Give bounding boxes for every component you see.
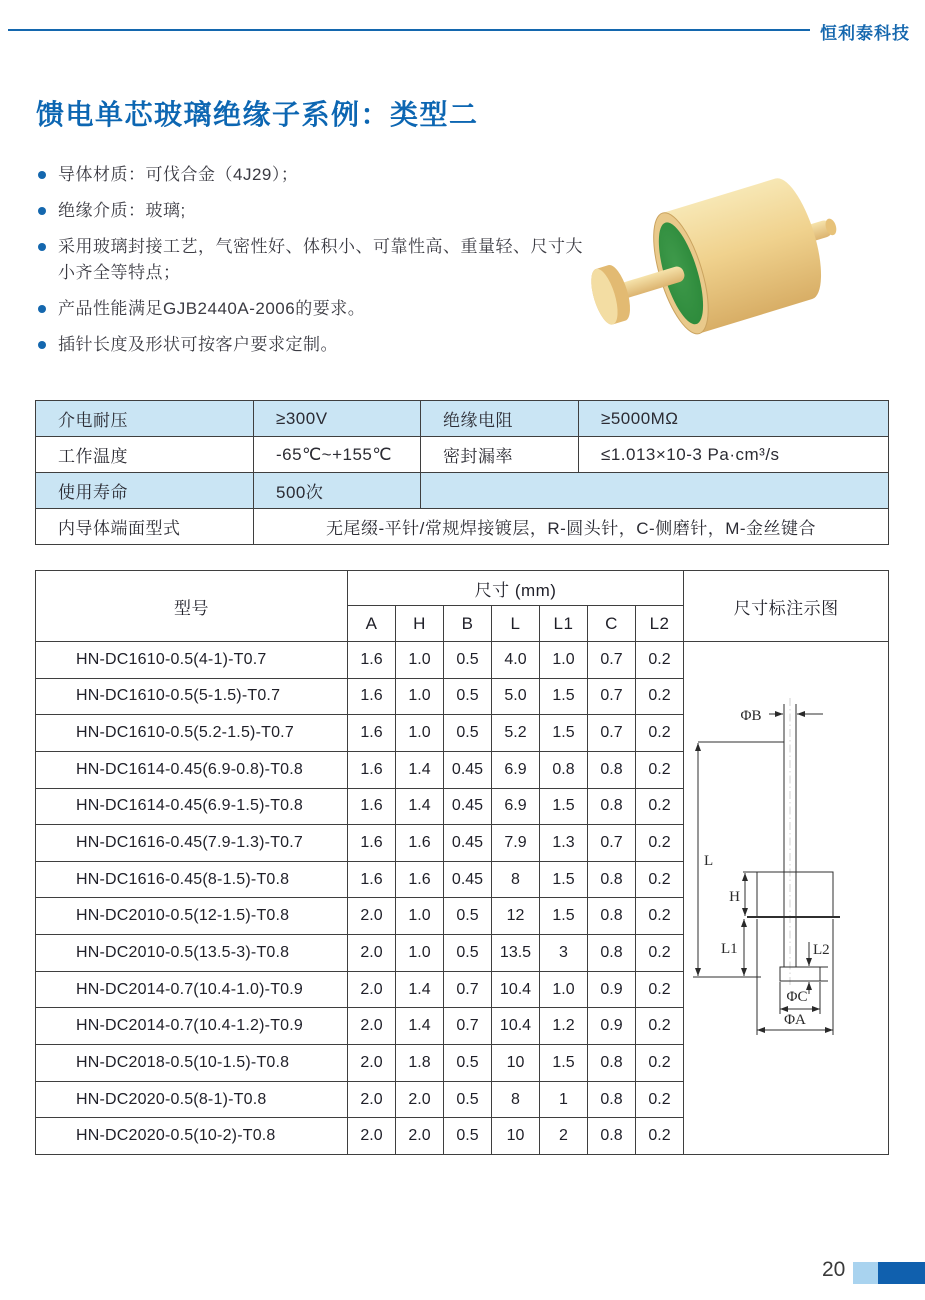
sub-col-header-a: A — [348, 606, 396, 642]
dim-value-cell: 0.5 — [444, 898, 492, 935]
dim-value-cell: 1.4 — [396, 1008, 444, 1045]
dim-value-cell: 2 — [540, 1118, 588, 1155]
dim-value-cell: 0.8 — [588, 898, 636, 935]
dim-value-cell: 0.2 — [636, 971, 684, 1008]
dim-value-cell: 1.4 — [396, 971, 444, 1008]
dim-value-cell: 0.9 — [588, 1008, 636, 1045]
dim-value-cell: 0.2 — [636, 788, 684, 825]
sub-col-header-l1: L1 — [540, 606, 588, 642]
dim-value-cell: 2.0 — [348, 1045, 396, 1082]
dim-value-cell: 0.8 — [588, 1045, 636, 1082]
header-rule — [8, 29, 810, 31]
model-cell: HN-DC2010-0.5(12-1.5)-T0.8 — [36, 898, 348, 935]
dimension-table — [35, 570, 889, 1155]
dim-value-cell: 2.0 — [348, 1008, 396, 1045]
dim-value-cell: 0.8 — [588, 751, 636, 788]
dim-value-cell: 0.2 — [636, 751, 684, 788]
page-title: 馈电单芯玻璃绝缘子系例：类型二 — [36, 99, 479, 130]
diagram-label-L1: L1 — [720, 941, 738, 957]
dim-value-cell: 0.8 — [588, 935, 636, 972]
dim-value-cell: 1.6 — [348, 825, 396, 862]
dim-value-cell: 0.5 — [444, 678, 492, 715]
dim-value-cell: 1.5 — [540, 861, 588, 898]
col-header-model: 型号 — [36, 571, 348, 642]
dim-value-cell: 1.6 — [348, 642, 396, 679]
sub-col-header-c: C — [588, 606, 636, 642]
dim-value-cell: 1.6 — [348, 751, 396, 788]
dim-value-cell: 0.45 — [444, 861, 492, 898]
dim-value-cell: 1.0 — [540, 971, 588, 1008]
spec-value: -65℃~+155℃ — [254, 437, 421, 473]
dim-value-cell: 1.0 — [396, 935, 444, 972]
spec-value: ≤1.013×10-3 Pa·cm³/s — [579, 437, 889, 473]
spec-row — [36, 473, 889, 509]
spec-label: 密封漏率 — [421, 437, 579, 473]
model-cell: HN-DC1614-0.45(6.9-1.5)-T0.8 — [36, 788, 348, 825]
dim-value-cell: 4.0 — [492, 642, 540, 679]
diagram-label-phiB: ΦB — [740, 708, 762, 724]
dim-value-cell: 2.0 — [348, 971, 396, 1008]
dim-value-cell: 0.8 — [540, 751, 588, 788]
dim-value-cell: 1.0 — [396, 642, 444, 679]
dim-value-cell: 0.2 — [636, 678, 684, 715]
dim-value-cell: 1.2 — [540, 1008, 588, 1045]
dim-value-cell: 2.0 — [348, 935, 396, 972]
dim-value-cell: 1.5 — [540, 788, 588, 825]
dim-value-cell: 0.5 — [444, 935, 492, 972]
dim-value-cell: 1.4 — [396, 788, 444, 825]
dim-value-cell: 6.9 — [492, 751, 540, 788]
company-name: 恒利泰科技 — [820, 24, 910, 43]
model-cell: HN-DC1610-0.5(5-1.5)-T0.7 — [36, 678, 348, 715]
dim-value-cell: 0.45 — [444, 751, 492, 788]
dim-value-cell: 10 — [492, 1118, 540, 1155]
dim-value-cell: 1.6 — [396, 825, 444, 862]
dim-value-cell: 0.2 — [636, 1008, 684, 1045]
dim-value-cell: 2.0 — [348, 1118, 396, 1155]
dim-value-cell: 0.7 — [588, 642, 636, 679]
model-cell: HN-DC1610-0.5(5.2-1.5)-T0.7 — [36, 715, 348, 752]
spec-value: 500次 — [254, 473, 421, 509]
dim-value-cell: 1.6 — [348, 788, 396, 825]
feature-item: 绝缘介质：玻璃; — [36, 198, 594, 224]
dim-value-cell: 1.6 — [348, 715, 396, 752]
dim-value-cell: 1.6 — [348, 861, 396, 898]
model-cell: HN-DC2020-0.5(10-2)-T0.8 — [36, 1118, 348, 1155]
dim-value-cell: 0.2 — [636, 898, 684, 935]
dim-value-cell: 1.0 — [396, 678, 444, 715]
spec-label: 内导体端面型式 — [36, 509, 254, 545]
sub-col-header-l: L — [492, 606, 540, 642]
dim-value-cell: 6.9 — [492, 788, 540, 825]
diagram-label-H: H — [728, 889, 740, 905]
dim-value-cell: 12 — [492, 898, 540, 935]
feature-item: 插针长度及形状可按客户要求定制。 — [36, 332, 594, 358]
dim-value-cell: 1.4 — [396, 751, 444, 788]
spec-value: ≥300V — [254, 401, 421, 437]
dim-value-cell: 0.45 — [444, 788, 492, 825]
feature-item: 导体材质：可伐合金（4J29）； — [36, 162, 594, 188]
feature-list — [36, 162, 594, 368]
insulator-render — [580, 166, 854, 360]
dim-value-cell: 1.6 — [348, 678, 396, 715]
dim-value-cell: 0.7 — [588, 715, 636, 752]
spec-row — [36, 401, 889, 437]
spec-row — [36, 509, 889, 545]
model-cell: HN-DC2018-0.5(10-1.5)-T0.8 — [36, 1045, 348, 1082]
dim-value-cell: 0.8 — [588, 1081, 636, 1118]
footer-dark-block — [878, 1262, 925, 1284]
dim-value-cell: 0.7 — [444, 971, 492, 1008]
dim-value-cell: 0.8 — [588, 1118, 636, 1155]
dim-value-cell: 0.2 — [636, 1045, 684, 1082]
dim-value-cell: 3 — [540, 935, 588, 972]
dim-value-cell: 1.3 — [540, 825, 588, 862]
dim-value-cell: 10.4 — [492, 971, 540, 1008]
spec-row — [36, 437, 889, 473]
col-header-diagram: 尺寸标注示图 — [684, 571, 889, 642]
dim-value-cell: 0.5 — [444, 1045, 492, 1082]
dim-value-cell: 1.0 — [540, 642, 588, 679]
model-cell: HN-DC2014-0.7(10.4-1.0)-T0.9 — [36, 971, 348, 1008]
diagram-label-L2: L2 — [812, 942, 830, 958]
dim-value-cell: 2.0 — [396, 1081, 444, 1118]
header-row — [36, 571, 889, 606]
dim-value-cell: 1 — [540, 1081, 588, 1118]
spec-label: 介电耐压 — [36, 401, 254, 437]
dim-value-cell: 10 — [492, 1045, 540, 1082]
dim-value-cell: 0.8 — [588, 861, 636, 898]
spec-value: ≥5000MΩ — [579, 401, 889, 437]
feature-item: 产品性能满足GJB2440A-2006的要求。 — [36, 296, 594, 322]
dim-value-cell: 0.8 — [588, 788, 636, 825]
spec-merged-value: 无尾缀-平针/常规焊接镀层，R-圆头针，C-侧磨针，M-金丝键合 — [254, 509, 889, 545]
spec-label: 使用寿命 — [36, 473, 254, 509]
dim-value-cell: 13.5 — [492, 935, 540, 972]
dim-value-cell: 1.5 — [540, 1045, 588, 1082]
dim-value-cell: 0.2 — [636, 715, 684, 752]
dim-value-cell: 5.0 — [492, 678, 540, 715]
dimension-diagram-cell — [684, 642, 889, 1155]
model-cell: HN-DC1616-0.45(7.9-1.3)-T0.7 — [36, 825, 348, 862]
dim-value-cell: 0.9 — [588, 971, 636, 1008]
dim-value-cell: 10.4 — [492, 1008, 540, 1045]
dim-value-cell: 1.5 — [540, 678, 588, 715]
diagram-label-L: L — [703, 853, 713, 869]
page-number: 20 — [822, 1258, 846, 1281]
model-cell: HN-DC1610-0.5(4-1)-T0.7 — [36, 642, 348, 679]
diagram-label-phiC: ΦC — [786, 989, 808, 1005]
dim-value-cell: 0.5 — [444, 1081, 492, 1118]
dimension-diagram — [685, 642, 888, 1149]
diagram-label-phiA: ΦA — [783, 1012, 806, 1028]
dim-value-cell: 0.7 — [588, 678, 636, 715]
dim-value-cell: 0.2 — [636, 935, 684, 972]
model-cell: HN-DC2010-0.5(13.5-3)-T0.8 — [36, 935, 348, 972]
dim-value-cell: 1.8 — [396, 1045, 444, 1082]
dim-value-cell: 0.2 — [636, 861, 684, 898]
col-header-dimensions: 尺寸 (mm) — [348, 571, 684, 606]
dim-value-cell: 0.5 — [444, 715, 492, 752]
dim-value-cell: 0.2 — [636, 1081, 684, 1118]
dim-value-cell: 8 — [492, 1081, 540, 1118]
dim-value-cell: 1.0 — [396, 898, 444, 935]
dim-value-cell: 1.0 — [396, 715, 444, 752]
sub-col-header-h: H — [396, 606, 444, 642]
dim-value-cell: 5.2 — [492, 715, 540, 752]
spec-table — [35, 400, 889, 545]
dim-value-cell: 2.0 — [348, 1081, 396, 1118]
dim-value-cell: 1.5 — [540, 898, 588, 935]
sub-col-header-l2: L2 — [636, 606, 684, 642]
model-cell: HN-DC1616-0.45(8-1.5)-T0.8 — [36, 861, 348, 898]
dim-value-cell: 0.5 — [444, 642, 492, 679]
dim-value-cell: 1.6 — [396, 861, 444, 898]
dim-value-cell: 7.9 — [492, 825, 540, 862]
dim-value-cell: 0.5 — [444, 1118, 492, 1155]
dim-value-cell: 0.2 — [636, 825, 684, 862]
dim-value-cell: 2.0 — [348, 898, 396, 935]
feature-item: 采用玻璃封接工艺，气密性好、体积小、可靠性高、重量轻、尺寸大小齐全等特点； — [36, 234, 594, 286]
spec-empty-cell — [421, 473, 889, 509]
dim-value-cell: 0.7 — [444, 1008, 492, 1045]
spec-label: 工作温度 — [36, 437, 254, 473]
dim-value-cell: 0.2 — [636, 642, 684, 679]
dim-value-cell: 1.5 — [540, 715, 588, 752]
model-cell: HN-DC2020-0.5(8-1)-T0.8 — [36, 1081, 348, 1118]
dim-value-cell: 0.7 — [588, 825, 636, 862]
spec-label: 绝缘电阻 — [421, 401, 579, 437]
footer-light-block — [853, 1262, 878, 1284]
dim-value-cell: 0.45 — [444, 825, 492, 862]
model-cell: HN-DC1614-0.45(6.9-0.8)-T0.8 — [36, 751, 348, 788]
table-row — [36, 642, 889, 679]
dim-value-cell: 0.2 — [636, 1118, 684, 1155]
dim-value-cell: 8 — [492, 861, 540, 898]
dim-value-cell: 2.0 — [396, 1118, 444, 1155]
product-image — [580, 162, 890, 362]
model-cell: HN-DC2014-0.7(10.4-1.2)-T0.9 — [36, 1008, 348, 1045]
sub-col-header-b: B — [444, 606, 492, 642]
